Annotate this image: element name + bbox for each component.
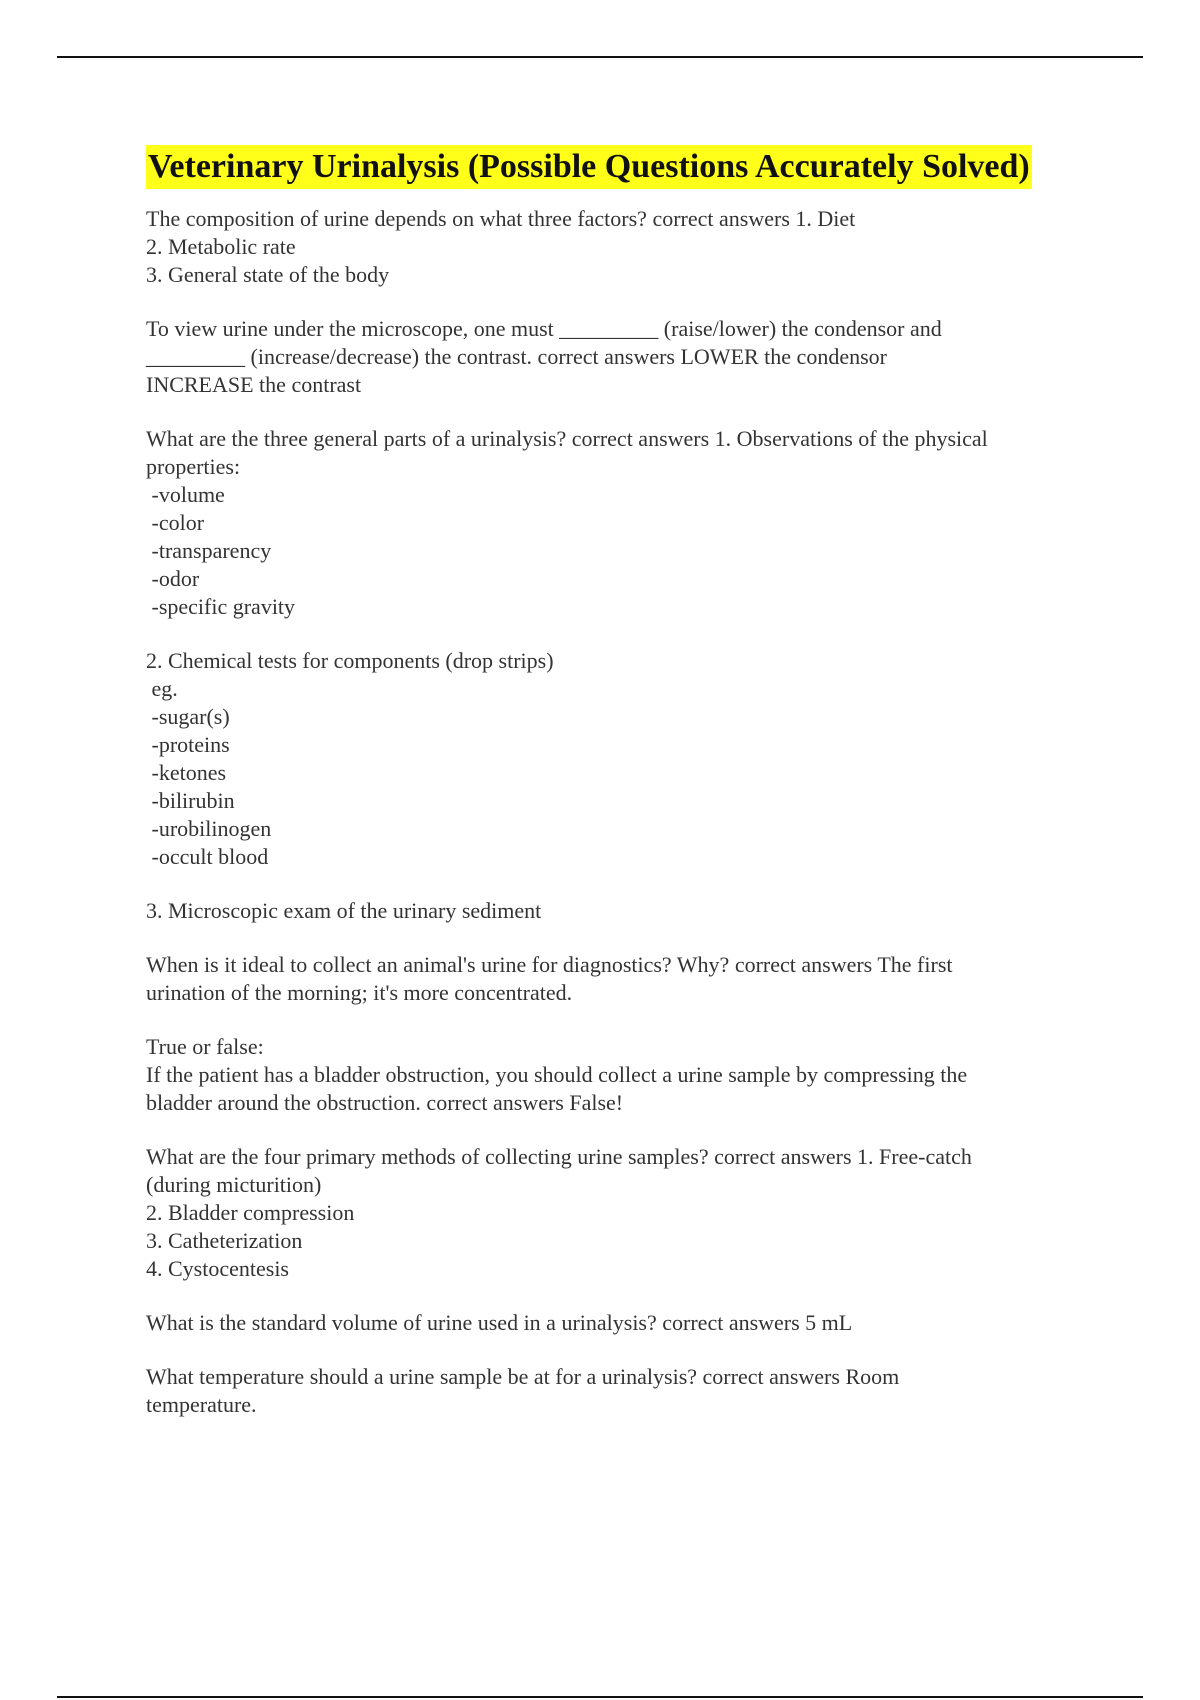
qa-line: 2. Bladder compression <box>146 1200 355 1225</box>
qa-line: temperature. <box>146 1392 257 1417</box>
qa-line: 3. Catheterization <box>146 1228 303 1253</box>
qa-line: What temperature should a urine sample be at for a urinalysis? correct answers Room <box>146 1364 900 1389</box>
qa-line: eg. <box>146 676 178 701</box>
qa-line: (during micturition) <box>146 1172 322 1197</box>
qa-line: -transparency <box>146 538 272 563</box>
qa-line: -specific gravity <box>146 594 296 619</box>
qa-block <box>146 951 1091 1007</box>
qa-block <box>146 1309 1091 1337</box>
qa-line: INCREASE the contrast <box>146 372 362 397</box>
qa-block <box>146 647 1091 871</box>
qa-block <box>146 205 1091 289</box>
qa-line: 2. Chemical tests for components (drop strips) <box>146 648 554 673</box>
qa-line: If the patient has a bladder obstruction, you should collect a urine sample by compressing the <box>146 1062 968 1087</box>
qa-block <box>146 315 1091 399</box>
qa-line: True or false: <box>146 1034 264 1059</box>
qa-line: When is it ideal to collect an animal's urine for diagnostics? Why? correct answers The first <box>146 952 953 977</box>
qa-block <box>146 1143 1091 1283</box>
qa-line: -sugar(s) <box>146 704 230 729</box>
qa-line: -odor <box>146 566 200 591</box>
qa-line: -ketones <box>146 760 227 785</box>
qa-block <box>146 1363 1091 1419</box>
qa-list <box>146 205 1091 1419</box>
qa-line: What are the three general parts of a urinalysis? correct answers 1. Observations of the physical <box>146 426 988 451</box>
qa-line: To view urine under the microscope, one must _________ (raise/lower) the condensor and <box>146 316 942 341</box>
qa-line: 3. General state of the body <box>146 262 390 287</box>
qa-line: -color <box>146 510 205 535</box>
qa-line: urination of the morning; it's more concentrated. <box>146 980 573 1005</box>
qa-line: What are the four primary methods of collecting urine samples? correct answers 1. Free-catch <box>146 1144 972 1169</box>
document-title: Veterinary Urinalysis (Possible Questions Accurately Solved) <box>146 145 1032 189</box>
qa-line: 3. Microscopic exam of the urinary sediment <box>146 898 542 923</box>
qa-block <box>146 897 1091 925</box>
qa-block <box>146 1033 1091 1117</box>
qa-line: The composition of urine depends on what three factors? correct answers 1. Diet <box>146 206 856 231</box>
qa-line: properties: <box>146 454 241 479</box>
qa-line: -urobilinogen <box>146 816 272 841</box>
qa-line: What is the standard volume of urine used in a urinalysis? correct answers 5 mL <box>146 1310 853 1335</box>
qa-line: -bilirubin <box>146 788 235 813</box>
qa-block <box>146 425 1091 621</box>
document-body <box>146 145 1091 1445</box>
top-rule <box>57 56 1143 58</box>
qa-line: _________ (increase/decrease) the contrast. correct answers LOWER the condensor <box>146 344 887 369</box>
qa-line: -volume <box>146 482 225 507</box>
bottom-rule <box>57 1696 1143 1698</box>
qa-line: 2. Metabolic rate <box>146 234 296 259</box>
qa-line: -occult blood <box>146 844 269 869</box>
qa-line: 4. Cystocentesis <box>146 1256 289 1281</box>
qa-line: -proteins <box>146 732 230 757</box>
qa-line: bladder around the obstruction. correct answers False! <box>146 1090 624 1115</box>
